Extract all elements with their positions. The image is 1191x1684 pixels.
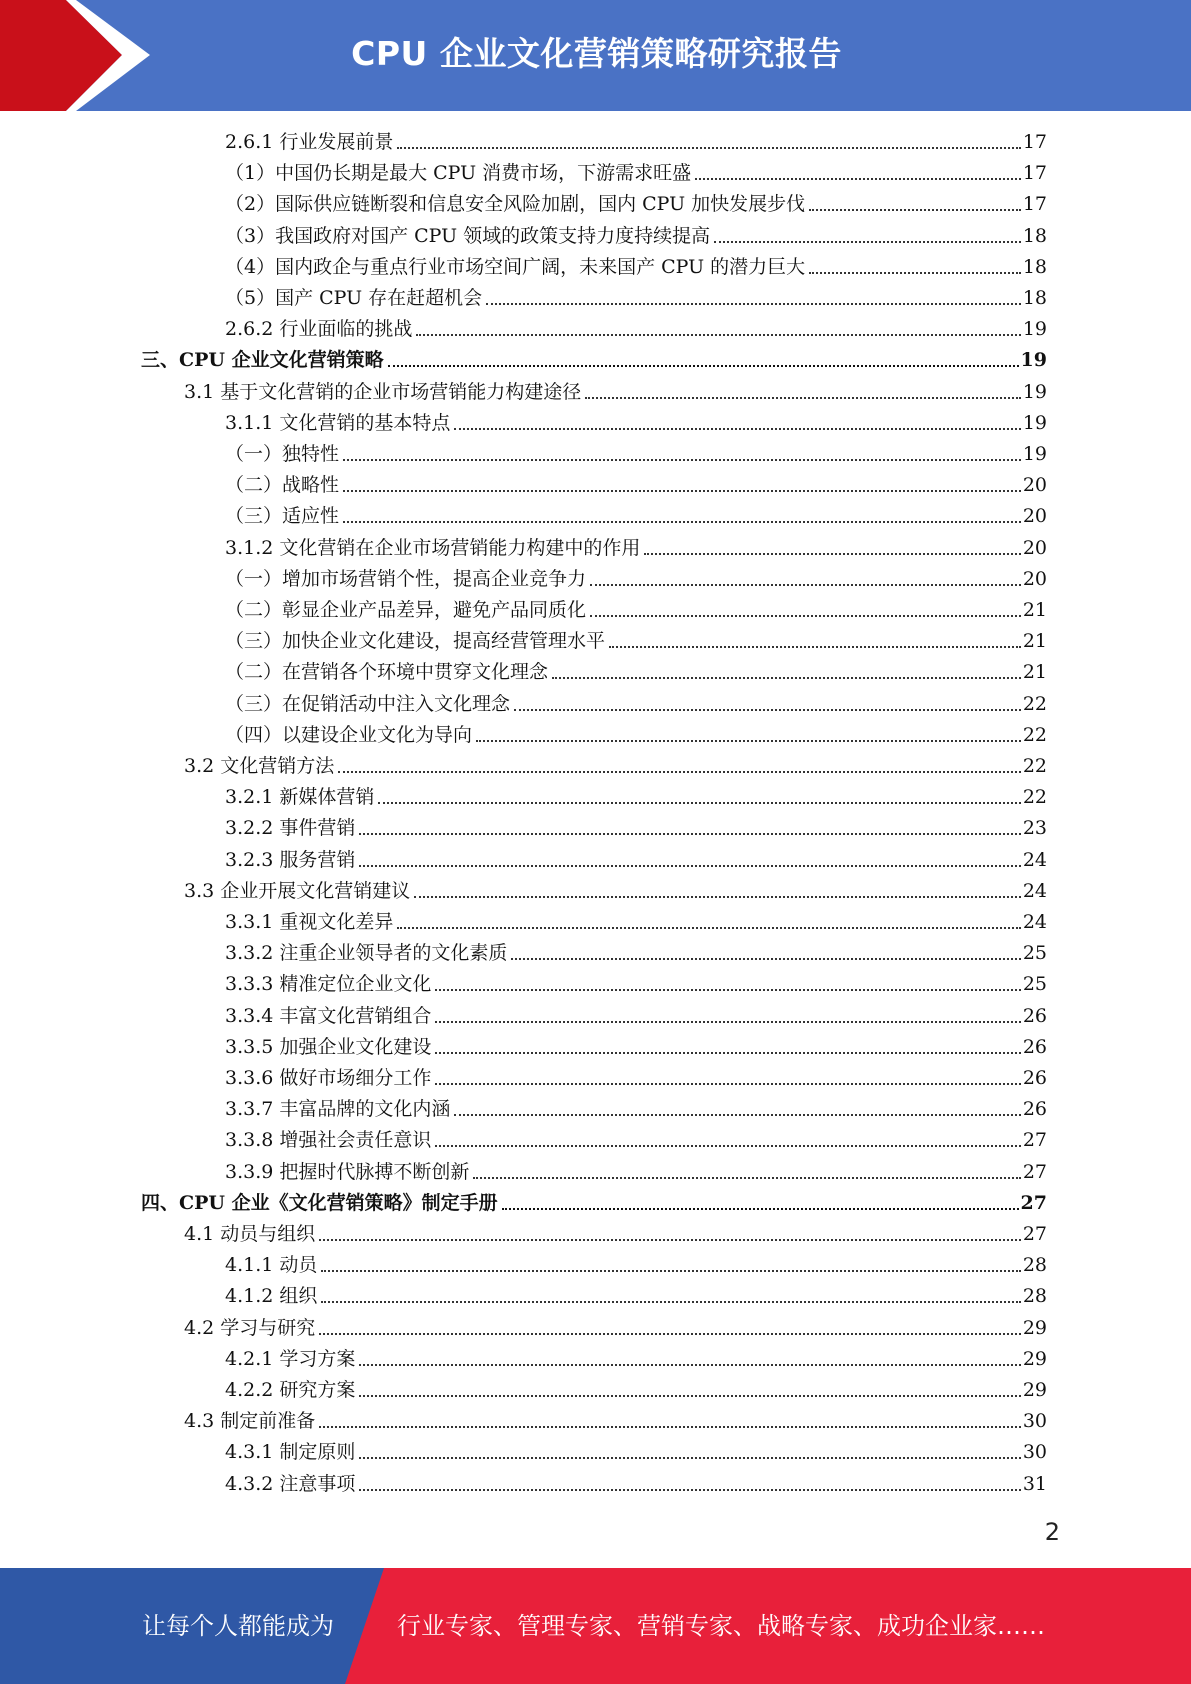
toc-entry-page: 24 [1022,848,1047,871]
toc-entry-page: 19 [1022,318,1047,341]
toc-entry-page: 22 [1022,692,1047,715]
toc-entry-page: 25 [1022,942,1047,965]
toc-entry[interactable] [225,1157,1047,1188]
toc-entry-label: 4.1.2 组织 [225,1285,318,1308]
toc-entry-page: 19 [1020,349,1047,372]
toc-entry[interactable] [225,845,1047,876]
toc-dot-leader [644,552,1020,555]
toc-entry-page: 23 [1022,817,1047,840]
toc-entry-label: （3）我国政府对国产 CPU 领域的政策支持力度持续提高 [225,224,711,247]
toc-entry-label: 4.3.2 注意事项 [225,1472,356,1495]
toc-dot-leader [338,770,1021,773]
toc-entry-page: 18 [1022,224,1047,247]
toc-entry-page: 29 [1022,1316,1047,1339]
toc-entry-label: （三）加快企业文化建设，提高经营管理水平 [225,630,606,653]
toc-dot-leader [321,1269,1020,1272]
toc-dot-leader [486,302,1021,305]
toc-entry[interactable] [184,377,1047,408]
toc-dot-leader [343,520,1021,523]
toc-entry-page: 27 [1022,1160,1047,1183]
toc-dot-leader [511,957,1020,960]
toc-dot-leader [319,1332,1021,1335]
toc-dot-leader [435,1082,1020,1085]
toc-entry[interactable] [225,283,1047,314]
toc-entry[interactable] [225,439,1047,470]
toc-entry-page: 25 [1022,973,1047,996]
toc-entry-label: 3.3.2 注重企业领导者的文化素质 [225,942,508,965]
toc-entry[interactable] [225,720,1047,751]
toc-entry-page: 22 [1022,723,1047,746]
toc-entry-label: 4.1.1 动员 [225,1254,318,1277]
toc-entry-page: 20 [1022,505,1047,528]
toc-entry-page: 17 [1022,131,1047,153]
toc-entry[interactable] [225,408,1047,439]
toc-entry-label: （2）国际供应链断裂和信息安全风险加剧，国内 CPU 加快发展步伐 [225,193,806,216]
toc-entry[interactable] [225,314,1047,345]
toc-entry-page: 26 [1022,1004,1047,1027]
toc-entry-label: 三、CPU 企业文化营销策略 [141,349,384,372]
toc-entry[interactable] [225,501,1047,532]
toc-dot-leader [319,1425,1021,1428]
footer-slogan-left: 让每个人都能成为 [142,1612,334,1640]
toc-dot-leader [435,1144,1020,1147]
toc-entry-page: 22 [1022,755,1047,777]
toc-entry-label: 3.2 文化营销方法 [184,755,335,777]
toc-dot-leader [590,583,1021,586]
toc-entry[interactable] [225,1469,1047,1500]
toc-entry-label: 四、CPU 企业《文化营销策略》制定手册 [141,1191,498,1214]
toc-entry-label: 3.3.7 丰富品牌的文化内涵 [225,1098,451,1121]
toc-entry-page: 22 [1022,786,1047,809]
toc-entry-page: 21 [1022,599,1047,621]
toc-entry[interactable] [184,751,1047,782]
toc-entry-page: 19 [1022,411,1047,434]
toc-dot-leader [714,240,1021,243]
toc-dot-leader [397,926,1020,929]
toc-entry[interactable] [225,1281,1047,1312]
toc-entry[interactable] [225,938,1047,969]
toc-entry-label: 2.6.2 行业面临的挑战 [225,318,413,341]
toc-entry-label: 2.6.1 行业发展前景 [225,131,394,153]
toc-entry-page: 27 [1020,1191,1047,1214]
toc-entry-page: 30 [1022,1441,1047,1464]
page-header [0,0,1191,111]
toc-dot-leader [454,427,1020,430]
toc-entry-label: 3.3.1 重视文化差异 [225,911,394,933]
toc-dot-leader [343,489,1021,492]
toc-entry-label: 3.3.4 丰富文化营销组合 [225,1004,432,1027]
toc-dot-leader [359,1394,1020,1397]
toc-entry-label: 3.2.1 新媒体营销 [225,786,375,809]
toc-entry-page: 28 [1022,1254,1047,1277]
toc-entry-label: 3.3.8 增强社会责任意识 [225,1129,432,1152]
toc-entry-label: 3.2.2 事件营销 [225,817,356,840]
toc-entry[interactable] [184,1406,1047,1437]
toc-entry[interactable] [141,1188,1047,1219]
toc-entry-page: 17 [1022,193,1047,216]
toc-dot-leader [514,708,1021,711]
toc-entry[interactable] [225,1125,1047,1156]
toc-entry[interactable] [225,1032,1047,1063]
toc-entry-page: 28 [1022,1285,1047,1308]
toc-entry[interactable] [184,1219,1047,1250]
toc-entry-page: 24 [1022,911,1047,933]
toc-entry[interactable] [225,158,1047,189]
toc-dot-leader [321,1300,1020,1303]
toc-entry-label: 3.3.9 把握时代脉搏不断创新 [225,1160,470,1183]
toc-entry-page: 24 [1022,879,1047,902]
toc-entry-page: 26 [1022,1067,1047,1089]
toc-entry-label: （三）适应性 [225,505,340,528]
toc-dot-leader [809,208,1021,211]
toc-dot-leader [414,895,1021,898]
toc-dot-leader [416,333,1020,336]
toc-entry[interactable] [225,907,1047,938]
toc-entry-page: 18 [1022,255,1047,278]
toc-dot-leader [435,988,1020,991]
toc-entry[interactable] [225,1344,1047,1375]
toc-entry-label: 4.3.1 制定原则 [225,1441,356,1464]
toc-entry-label: （一）增加市场营销个性，提高企业竞争力 [225,567,587,590]
toc-entry-label: 4.2.2 研究方案 [225,1379,356,1401]
toc-entry-label: （4）国内政企与重点行业市场空间广阔，未来国产 CPU 的潜力巨大 [225,255,806,278]
toc-dot-leader [809,271,1021,274]
toc-entry-label: （5）国产 CPU 存在赶超机会 [225,287,483,309]
toc-entry-label: （四）以建设企业文化为导向 [225,723,473,746]
toc-dot-leader [473,1176,1020,1179]
toc-entry[interactable] [225,221,1047,252]
toc-entry-page: 30 [1022,1410,1047,1433]
footer-slogan-right: 行业专家、管理专家、营销专家、战略专家、成功企业家…… [397,1612,1045,1640]
toc-entry[interactable] [225,470,1047,501]
toc-entry-page: 20 [1022,474,1047,497]
toc-entry-page: 29 [1022,1379,1047,1401]
toc-entry-page: 29 [1022,1347,1047,1370]
toc-dot-leader [378,801,1020,804]
toc-dot-leader [552,676,1021,679]
toc-dot-leader [319,1238,1021,1241]
toc-entry-label: （1）中国仍长期是最大 CPU 消费市场，下游需求旺盛 [225,162,692,185]
toc-entry[interactable] [141,345,1047,376]
toc-entry-label: 3.1 基于文化营销的企业市场营销能力构建途径 [184,380,582,403]
toc-entry[interactable] [225,1250,1047,1281]
toc-dot-leader [359,1456,1020,1459]
toc-entry[interactable] [225,127,1047,158]
toc-entry-label: 4.2.1 学习方案 [225,1347,356,1370]
toc-entry[interactable] [184,876,1047,907]
toc-dot-leader [435,1051,1020,1054]
toc-entry-page: 20 [1022,536,1047,559]
toc-dot-leader [476,739,1021,742]
toc-entry-label: 3.1.2 文化营销在企业市场营销能力构建中的作用 [225,536,641,559]
toc-dot-leader [435,1020,1020,1023]
toc-entry[interactable] [184,1313,1047,1344]
toc-entry-page: 31 [1022,1472,1047,1495]
toc-dot-leader [397,146,1020,149]
toc-entry-label: 3.3.5 加强企业文化建设 [225,1035,432,1058]
toc-entry-page: 26 [1022,1098,1047,1121]
toc-entry[interactable] [225,689,1047,720]
toc-entry-label: 3.3.6 做好市场细分工作 [225,1067,432,1089]
toc-entry[interactable] [225,657,1047,688]
toc-dot-leader [590,614,1021,617]
toc-dot-leader [585,396,1021,399]
toc-dot-leader [359,1488,1020,1491]
toc-entry[interactable] [225,564,1047,595]
toc-entry-page: 21 [1022,661,1047,684]
toc-dot-leader [454,1113,1020,1116]
toc-entry-page: 26 [1022,1035,1047,1058]
toc-entry[interactable] [225,782,1047,813]
toc-entry-page: 20 [1022,567,1047,590]
toc-entry[interactable] [225,1094,1047,1125]
toc-dot-leader [359,864,1020,867]
toc-dot-leader [343,458,1021,461]
toc-dot-leader [359,832,1020,835]
toc-entry-label: （二）战略性 [225,474,340,497]
toc-dot-leader [359,1363,1020,1366]
toc-entry-label: 3.2.3 服务营销 [225,848,356,871]
toc-entry-label: 4.1 动员与组织 [184,1223,316,1245]
toc-entry-label: （一）独特性 [225,443,340,465]
toc-entry-label: （三）在促销活动中注入文化理念 [225,692,511,715]
toc-entry-page: 19 [1022,443,1047,465]
toc-entry[interactable] [225,1375,1047,1406]
toc-dot-leader [609,645,1021,648]
toc-entry-page: 21 [1022,630,1047,653]
toc-entry-label: 3.3.3 精准定位企业文化 [225,973,432,996]
toc-dot-leader [388,364,1019,367]
toc-entry-page: 27 [1022,1129,1047,1152]
toc-entry[interactable] [225,1063,1047,1094]
toc-entry-label: 3.1.1 文化营销的基本特点 [225,411,451,434]
toc-entry-label: 3.3 企业开展文化营销建议 [184,879,411,902]
page-number: 2 [1044,1518,1060,1546]
toc-entry-page: 27 [1022,1223,1047,1245]
toc-entry-page: 18 [1022,287,1047,309]
toc-entry-label: 4.2 学习与研究 [184,1316,316,1339]
toc-dot-leader [502,1207,1019,1210]
toc-entry[interactable] [225,1437,1047,1468]
toc-entry[interactable] [225,969,1047,1000]
toc-entry-label: 4.3 制定前准备 [184,1410,316,1433]
toc-entry-label: （二）在营销各个环境中贯穿文化理念 [225,661,549,684]
toc-entry-page: 17 [1022,162,1047,185]
toc-entry[interactable] [225,626,1047,657]
document-title: CPU 企业文化营销策略研究报告 [351,34,842,73]
toc-entry[interactable] [225,252,1047,283]
toc-entry[interactable] [225,189,1047,220]
toc-entry[interactable] [225,595,1047,626]
toc-entry-label: （二）彰显企业产品差异，避免产品同质化 [225,599,587,621]
toc-entry-page: 19 [1022,380,1047,403]
toc-entry[interactable] [225,1001,1047,1032]
toc-entry[interactable] [225,533,1047,564]
toc-entry[interactable] [225,813,1047,844]
page-footer [0,1568,1191,1684]
toc-dot-leader [695,177,1021,180]
